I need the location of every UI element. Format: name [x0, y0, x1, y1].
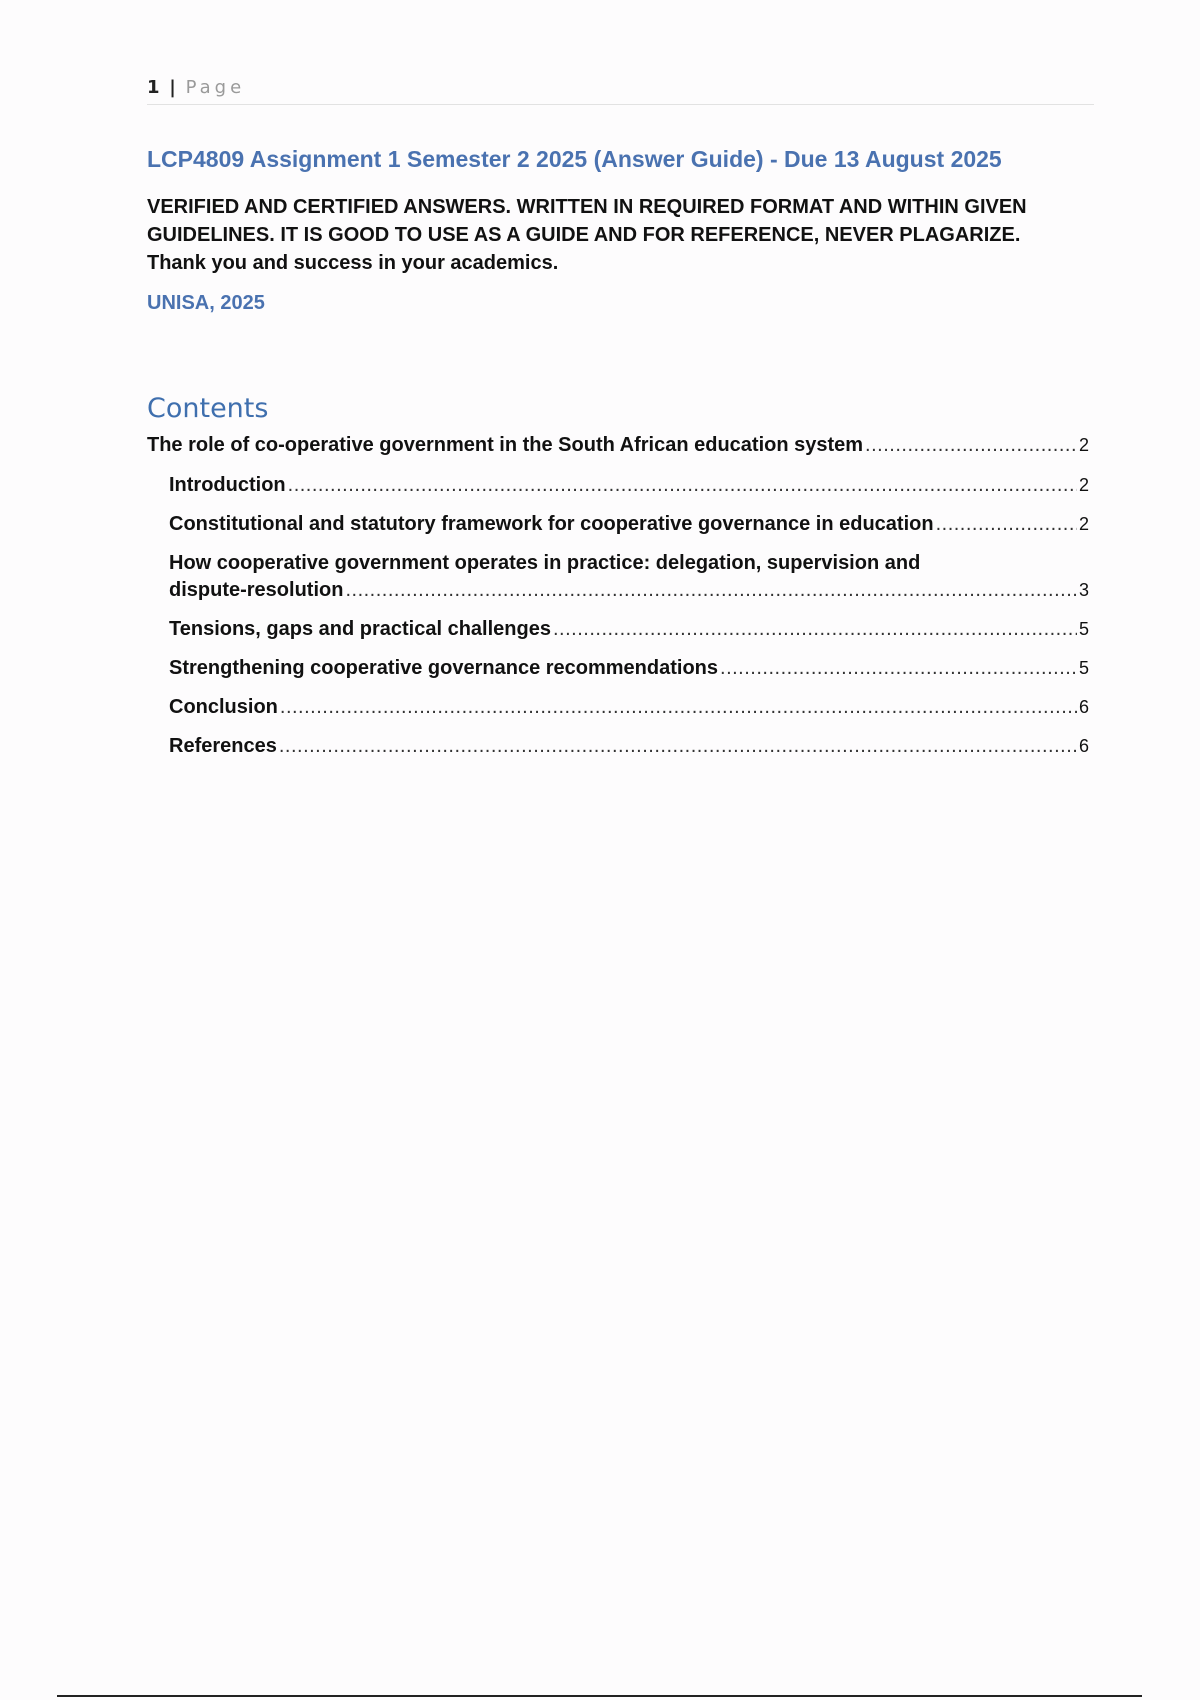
page-bottom-divider	[57, 1695, 1142, 1697]
toc-entry-page: 6	[1078, 736, 1089, 756]
toc-entry-page: 5	[1078, 619, 1089, 639]
toc-entry-page: 2	[1078, 514, 1089, 534]
toc-heading: Contents	[147, 393, 269, 424]
toc-entry-page: 2	[1078, 475, 1089, 495]
toc-leader	[936, 511, 1077, 538]
toc-entry-label: Strengthening cooperative governance recommendations	[169, 657, 719, 679]
organization-line: UNISA, 2025	[147, 292, 265, 314]
toc-entry[interactable]	[147, 432, 1089, 459]
page-number: 1	[147, 77, 160, 98]
toc-entry-label: How cooperative government operates in practice: delegation, supervision and	[169, 552, 921, 574]
page-header	[147, 76, 1094, 105]
page-separator: |	[169, 77, 176, 98]
toc-entry[interactable]	[169, 472, 1089, 499]
toc-leader	[345, 577, 1077, 604]
toc-entry-page: 3	[1078, 580, 1089, 600]
document-title: LCP4809 Assignment 1 Semester 2 2025 (Answer Guide) - Due 13 August 2025	[147, 146, 1002, 172]
toc-entry[interactable]	[169, 655, 1089, 682]
toc-leader	[553, 616, 1077, 643]
toc-leader	[720, 655, 1077, 682]
toc-entry-line2[interactable]	[169, 577, 1089, 604]
toc-leader	[288, 472, 1077, 499]
toc-entry-page: 5	[1078, 658, 1089, 678]
page-word: Page	[185, 77, 246, 98]
toc-leader	[280, 694, 1077, 721]
toc-entry-label: dispute-resolution	[169, 579, 344, 601]
toc-entry-label: Introduction	[169, 474, 286, 496]
toc-entry-page: 2	[1078, 435, 1089, 455]
toc-entry[interactable]	[169, 733, 1089, 760]
toc-entry-label: Conclusion	[169, 696, 278, 718]
toc-entry-label: Tensions, gaps and practical challenges	[169, 618, 551, 640]
toc-entry-label: Constitutional and statutory framework for cooperative governance in education	[169, 513, 934, 535]
toc-entry[interactable]	[169, 616, 1089, 643]
toc-leader	[279, 733, 1077, 760]
toc-entry-line1[interactable]	[169, 550, 1089, 577]
disclaimer-text: VERIFIED AND CERTIFIED ANSWERS. WRITTEN IN REQUIRED FORMAT AND WITHIN GIVEN GUIDELINES. IT IS GOOD TO USE AS A GUIDE AND FOR REFERENCE, NEVER PLAGARIZE. Thank you and success in your academics.	[147, 196, 1027, 274]
toc-leader	[865, 432, 1077, 459]
toc-entry[interactable]	[169, 511, 1089, 538]
toc-entry[interactable]	[169, 694, 1089, 721]
toc-entry-label: References	[169, 735, 277, 757]
toc-entry-page: 6	[1078, 697, 1089, 717]
toc-entry-label: The role of co-operative government in the South African education system	[147, 434, 864, 456]
